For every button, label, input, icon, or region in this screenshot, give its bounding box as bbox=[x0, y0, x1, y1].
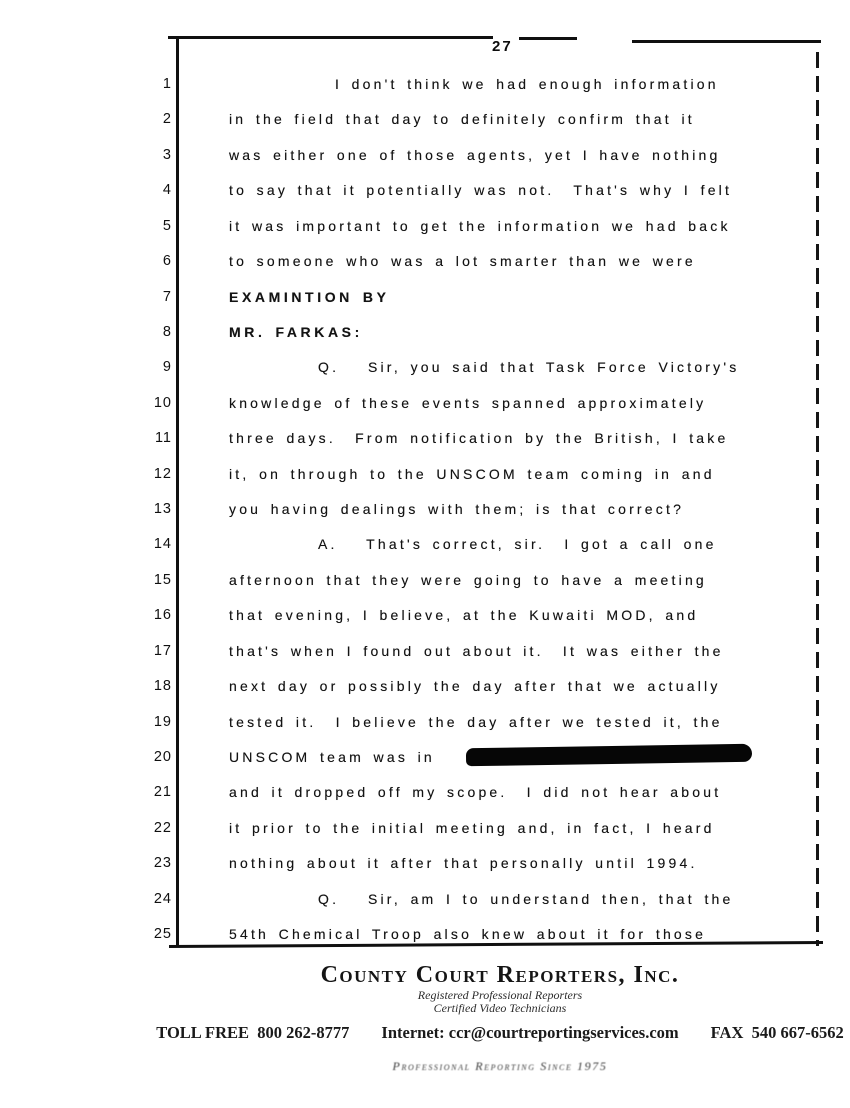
line-number: 3 bbox=[162, 146, 172, 163]
line-number: 10 bbox=[153, 394, 172, 411]
line-number: 14 bbox=[153, 536, 172, 553]
fax-number: FAX 540 667-6562 bbox=[710, 1023, 844, 1042]
redaction-bar bbox=[466, 744, 752, 766]
transcript-line bbox=[0, 643, 850, 665]
line-text: knowledge of these events spanned approximately bbox=[229, 394, 707, 411]
line-number: 13 bbox=[153, 501, 172, 518]
transcript-line bbox=[0, 855, 850, 877]
line-number: 19 bbox=[153, 713, 172, 730]
toll-free-number: TOLL FREE 800 262-8777 bbox=[156, 1023, 350, 1042]
footer-contact-line bbox=[150, 1023, 850, 1043]
line-text: 54th Chemical Troop also knew about it for those bbox=[229, 926, 707, 943]
line-number: 5 bbox=[162, 217, 172, 234]
line-text: three days. From notification by the British, I take bbox=[229, 430, 729, 447]
line-number: 11 bbox=[154, 430, 172, 447]
transcript-line bbox=[0, 784, 850, 806]
line-text: Q. Sir, am I to understand then, that the bbox=[318, 890, 734, 907]
line-text: EXAMINTION BY bbox=[229, 288, 390, 305]
transcript-line bbox=[0, 607, 850, 629]
line-text: that evening, I believe, at the Kuwaiti MOD, and bbox=[229, 607, 699, 624]
line-text: you having dealings with them; is that correct? bbox=[229, 501, 685, 518]
internet-email: Internet: ccr@courtreportingservices.com bbox=[381, 1023, 679, 1042]
line-number: 17 bbox=[153, 642, 172, 659]
line-number: 12 bbox=[153, 465, 172, 482]
line-text: to say that it potentially was not. That's why I felt bbox=[229, 182, 733, 199]
line-number: 16 bbox=[153, 607, 172, 624]
line-number: 9 bbox=[162, 359, 172, 376]
transcript-line bbox=[0, 111, 850, 133]
transcript-line bbox=[0, 76, 850, 98]
line-text: afternoon that they were going to have a meeting bbox=[229, 571, 707, 588]
transcript-line bbox=[0, 147, 850, 169]
line-number: 7 bbox=[162, 288, 172, 305]
transcript-line bbox=[0, 749, 850, 771]
footer-tagline-registered: Registered Professional Reporters bbox=[417, 988, 583, 1002]
transcript-line bbox=[0, 536, 850, 558]
line-text: nothing about it after that personally until 1994. bbox=[229, 855, 698, 872]
line-text: in the field that day to definitely confirm that it bbox=[229, 111, 695, 128]
line-number: 8 bbox=[162, 323, 172, 340]
line-number: 4 bbox=[162, 182, 172, 199]
page-number: 27 bbox=[492, 38, 513, 55]
transcript-line bbox=[0, 714, 850, 736]
line-text: UNSCOM team was in bbox=[229, 748, 435, 765]
page-border-top-mid bbox=[519, 37, 577, 40]
line-number: 22 bbox=[153, 819, 172, 836]
line-text: it prior to the initial meeting and, in fact, I heard bbox=[229, 819, 715, 836]
transcript-line bbox=[0, 678, 850, 700]
line-number: 21 bbox=[153, 784, 172, 801]
line-text: was either one of those agents, yet I have nothing bbox=[229, 146, 721, 163]
transcript-line bbox=[0, 359, 850, 381]
page-border-left bbox=[176, 36, 179, 947]
footer-company-name: County Court Reporters, Inc. bbox=[320, 962, 680, 988]
line-number: 23 bbox=[153, 855, 172, 872]
line-text: A. That's correct, sir. I got a call one bbox=[318, 536, 717, 553]
line-number: 18 bbox=[153, 678, 172, 695]
transcript-line bbox=[0, 466, 850, 488]
transcript-line bbox=[0, 430, 850, 452]
line-number: 24 bbox=[153, 890, 172, 907]
line-number: 25 bbox=[153, 926, 172, 943]
line-text: MR. FARKAS: bbox=[229, 323, 363, 340]
line-text: next day or possibly the day after that we actually bbox=[229, 678, 721, 695]
transcript-line bbox=[0, 395, 850, 417]
footer-tagline-certified: Certified Video Technicians bbox=[433, 1001, 567, 1015]
line-number: 2 bbox=[162, 111, 172, 128]
line-text: I don't think we had enough information bbox=[335, 76, 719, 92]
line-text: and it dropped off my scope. I did not hear about bbox=[229, 784, 722, 801]
page-border-top-right bbox=[632, 40, 821, 43]
line-text: to someone who was a lot smarter than we were bbox=[229, 253, 696, 270]
transcript-line bbox=[0, 324, 850, 346]
line-text: Q. Sir, you said that Task Force Victory's bbox=[318, 359, 740, 376]
line-text: it, on through to the UNSCOM team coming in and bbox=[229, 465, 715, 482]
transcript-line bbox=[0, 182, 850, 204]
line-number: 20 bbox=[153, 748, 172, 765]
line-number: 6 bbox=[162, 253, 172, 270]
transcript-line bbox=[0, 501, 850, 523]
line-text: that's when I found out about it. It was either the bbox=[229, 642, 724, 659]
transcript-line bbox=[0, 253, 850, 275]
footer bbox=[150, 962, 850, 1074]
transcript-line bbox=[0, 572, 850, 594]
transcript-line bbox=[0, 218, 850, 240]
page-border-top-left bbox=[168, 36, 493, 39]
transcript-line bbox=[0, 289, 850, 311]
footer-motto: Professional Reporting Since 1975 bbox=[392, 1059, 608, 1073]
line-text: it was important to get the information we had back bbox=[229, 217, 731, 234]
transcript-line bbox=[0, 926, 850, 948]
line-number: 15 bbox=[153, 571, 172, 588]
transcript-line bbox=[0, 820, 850, 842]
transcript-line bbox=[0, 891, 850, 913]
line-text: tested it. I believe the day after we tested it, the bbox=[229, 713, 723, 730]
line-number: 1 bbox=[162, 76, 172, 92]
